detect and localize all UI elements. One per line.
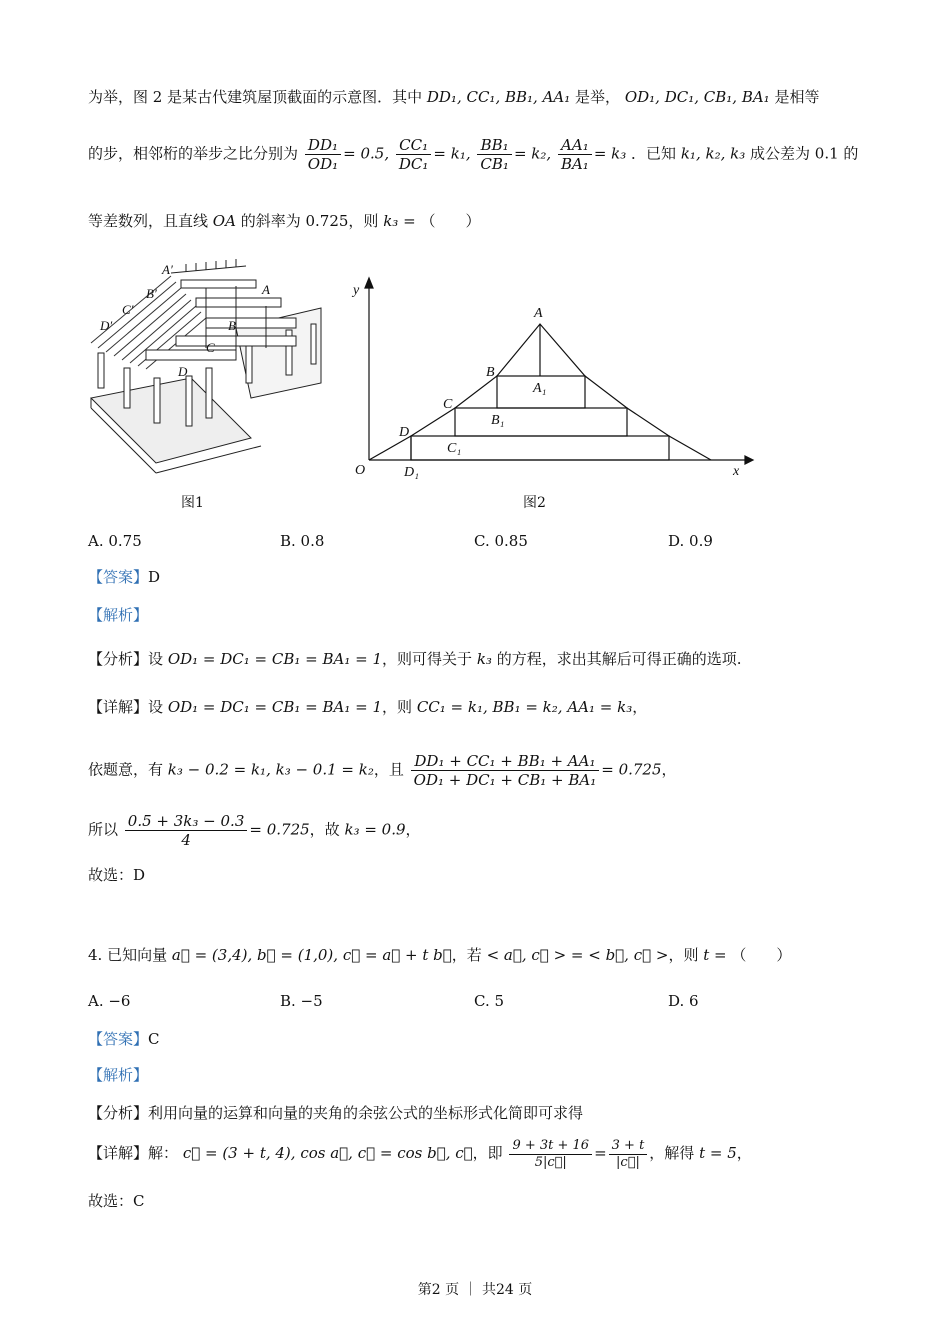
intro-text: 的斜率为 0.725，则 [240,212,379,230]
fig1-label: C [206,340,215,355]
detail-math: OD₁ = DC₁ = CB₁ = BA₁ = 1 [167,698,383,716]
intro-text: 等差数列，且直线 [88,212,209,230]
intro-math: OD₁, DC₁, CB₁, BA₁ [624,88,770,106]
ratio-rhs: = k₃ [593,144,627,163]
q4-math: < a⃗, c⃗ > = < b⃗, c⃗ > [486,946,669,964]
q4-option-c: C. 5 [474,992,505,1010]
point-label-d1: D₁ [404,465,419,480]
q4-math: t = [703,946,727,964]
fig1-label: B [228,318,236,333]
point-label-c: C [443,397,453,412]
q3-option-a: A. 0.75 [88,532,142,550]
q3-line-3: 所以 $\frac{\text{0.5 + 3k₃ − 0.3}}{4}$ = 0.725，故 k₃ = 0.9， [88,812,421,849]
cos-fraction-right: $\frac{3 + t}{|c⃗|}$ [609,1138,648,1170]
origin-label: O [355,463,366,478]
fig1-label: B′ [146,286,157,301]
ratio-fraction-4: $\frac{\text{AA₁}}{\text{BA₁}}$ [558,136,592,173]
point-label-d: D [399,425,410,440]
intro-text: （ ） [420,212,481,230]
q4-detail: 【详解】解： c⃗ = (3 + t, 4), cos a⃗, c⃗ = cos b⃗, c⃗，即 $\frac{9 + 3t + 16}{5|c⃗|}$ = $\frac{3 + t}{|c⃗|}$ ，解得 t = 5， [88,1138,752,1170]
detail-tag: 【详解】 [88,698,149,716]
intro-text: 为举，图 2 是某古代建筑屋顶截面的示意图．其中 [88,88,423,106]
q3-choice: 故选：D [88,866,146,884]
solution-math: t = 5 [699,1144,737,1163]
fenxi-math: k₃ [476,650,492,668]
intro-line-3 [88,212,480,230]
figure-1-building [86,258,336,478]
ratio-fraction-3: $\frac{\text{BB₁}}{\text{CB₁}}$ [477,136,512,173]
fig1-label: C′ [122,302,134,317]
q4-option-b: B. −5 [280,992,323,1010]
condition-math: k₃ − 0.2 = k₁, k₃ − 0.1 = k₂ [167,760,374,779]
solution-math: k₃ = 0.9 [344,820,406,839]
slope-fraction: $\frac{\text{DD₁ + CC₁ + BB₁ + AA₁}}{\text{OD₁ + DC₁ + CB₁ + BA₁}}$ [411,752,600,789]
q3-detail: 【详解】设 OD₁ = DC₁ = CB₁ = BA₁ = 1，则 CC₁ = k₁, BB₁ = k₂, AA₁ = k₃， [88,698,648,716]
intro-line-1 [88,88,819,106]
ratio-rhs: = k₁, [433,144,471,163]
q4-stem: 4. 已知向量 a⃗ = (3,4), b⃗ = (1,0), c⃗ = a⃗ + t b⃗，若 < a⃗, c⃗ > = < b⃗, c⃗ >，则 t = （ ） [88,946,792,964]
intro-text: 是举， [575,88,621,106]
fig1-label: D′ [100,318,113,333]
intro-text: ．已知 [631,144,677,163]
fenxi-tag: 【分析】 [88,650,149,668]
fenxi-math: OD₁ = DC₁ = CB₁ = BA₁ = 1 [167,650,383,668]
intro-text: 是相等 [774,88,820,106]
figure-2-diagram [345,272,755,482]
intro-text: 成公差为 0.1 的 [750,144,859,163]
detail-tag: 【详解】 [88,1144,149,1163]
q4-choice: 故选：C [88,1192,145,1210]
q3-fenxi: 【分析】设 OD₁ = DC₁ = CB₁ = BA₁ = 1，则可得关于 k₃ 的方程，求出其解后可得正确的选项. [88,650,742,668]
q3-option-d: D. 0.9 [668,532,713,550]
point-label-a1: A₁ [533,381,547,396]
q4-option-d: D. 6 [668,992,699,1010]
detail-math: c⃗ = (3 + t, 4), cos a⃗, c⃗ = cos b⃗, c⃗ [182,1144,473,1163]
q4-math: a⃗ = (3,4), b⃗ = (1,0), c⃗ = a⃗ + t b⃗ [171,946,452,964]
ratio-fraction-1: $\frac{\text{DD₁}}{\text{OD₁}}$ [305,136,341,173]
axis-x-label: x [733,464,740,479]
intro-math: k₁, k₂, k₃ [680,144,746,163]
q3-option-b: B. 0.8 [280,532,325,550]
q3-jiexi-tag: 【解析】 [88,606,149,624]
q3-option-c: C. 0.85 [474,532,528,550]
cos-fraction-left: $\frac{9 + 3t + 16}{5|c⃗|}$ [509,1138,592,1170]
point-label-b1: B₁ [491,413,505,428]
q4-answer [88,1030,160,1048]
fig1-label: A [262,282,270,297]
q3-answer [88,568,160,586]
answer-value: C [148,1030,160,1048]
answer-tag: 【答案】 [88,568,149,586]
point-label-a: A [534,306,543,321]
figure-1-caption: 图1 [181,495,204,511]
point-label-c1: C₁ [447,441,462,456]
solve-fraction: $\frac{\text{0.5 + 3k₃ − 0.3}}{4}$ [125,812,248,849]
ratio-rhs: = k₂, [513,144,552,163]
q4-fenxi: 【分析】利用向量的运算和向量的夹角的余弦公式的坐标形式化简即可求得 [88,1104,584,1122]
slope-rhs: = 0.725 [601,760,662,779]
answer-tag: 【答案】 [88,1030,149,1048]
detail-math: CC₁ = k₁, BB₁ = k₂, AA₁ = k₃ [416,698,633,716]
q3-line-2: 依题意，有 k₃ − 0.2 = k₁, k₃ − 0.1 = k₂，且 $\frac{\text{DD₁ + CC₁ + BB₁ + AA₁}}{\text{OD₁ + DC₁ + CB₁ + BA₁}}$ = 0.725， [88,752,677,789]
fig1-label: D [178,364,188,379]
intro-text: 的步，相邻桁的举步之比分别为 [88,144,299,163]
intro-math: DD₁, CC₁, BB₁, AA₁ [426,88,571,106]
ratio-rhs: = 0.5, [343,144,390,163]
figure-2-caption: 图2 [523,495,546,511]
fig1-label: A′ [162,262,173,277]
answer-value: D [148,568,161,586]
ratio-fraction-2: $\frac{\text{CC₁}}{\text{DC₁}}$ [396,136,432,173]
intro-math: OA [212,212,236,230]
intro-math: k₃ = [383,212,416,230]
axis-y-label: y [353,283,360,298]
solve-rhs: = 0.725 [249,820,310,839]
q4-option-a: A. −6 [88,992,131,1010]
page-footer: 第2 页 ｜ 共24 页 [417,1282,533,1298]
q4-jiexi-tag: 【解析】 [88,1066,149,1084]
intro-line-2 [88,136,858,173]
point-label-b: B [486,365,495,380]
fenxi-tag: 【分析】 [88,1104,149,1122]
